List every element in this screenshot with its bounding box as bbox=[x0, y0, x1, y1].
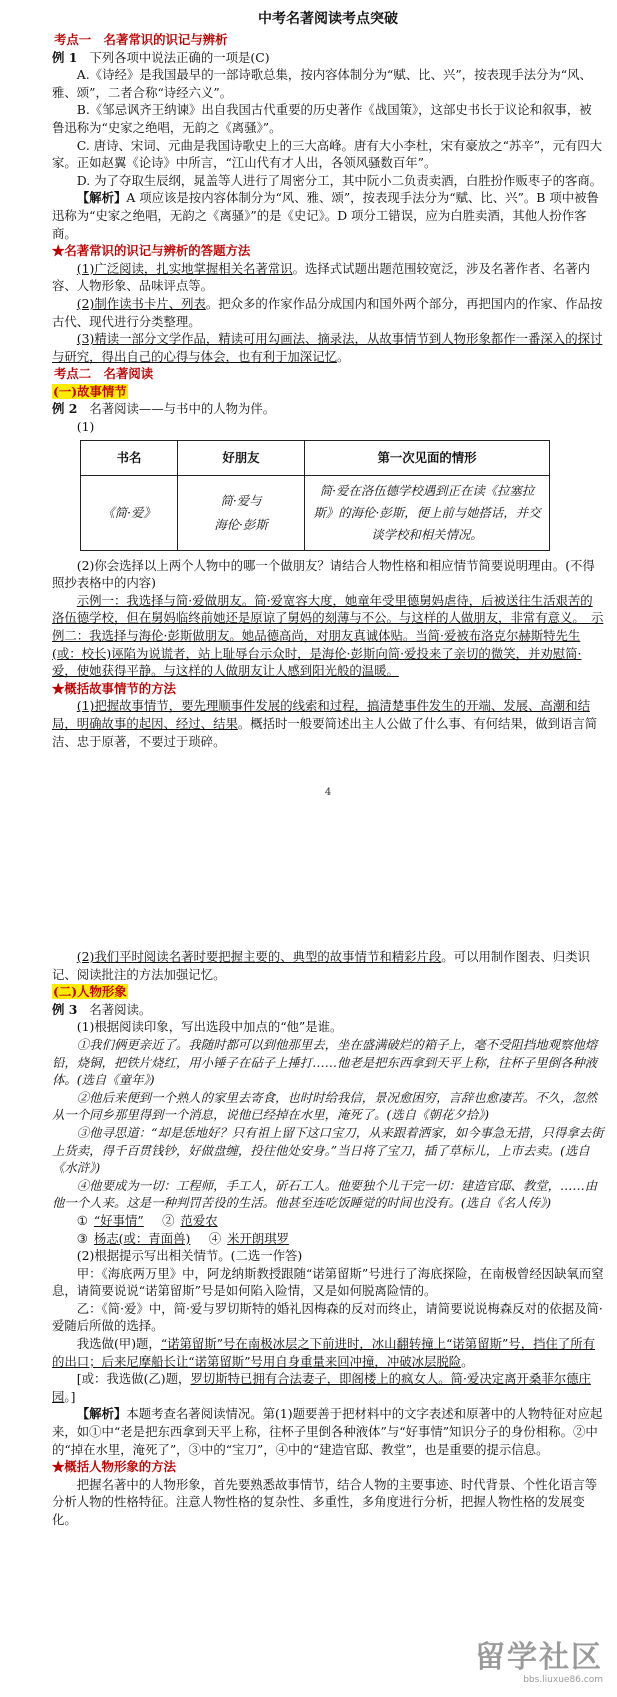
method-heading-1: ★名著常识的识记与辨析的答题方法 bbox=[52, 243, 251, 259]
subheading-character bbox=[52, 983, 604, 1001]
method-2-item-1 bbox=[52, 697, 604, 750]
excerpt-2: ②他后来便到一个熟人的家里去寄食，也时时给我信，景况愈困穷，言辞也愈凄苦。不久，忽然从一个同乡那里得到一个消息，说他已经掉在水里，淹死了。(选自《朝花夕拾》) bbox=[52, 1089, 598, 1123]
answer-yi bbox=[52, 1370, 604, 1405]
table-cell-book: 《简·爱》 bbox=[81, 475, 178, 550]
table-cell-meeting: 简·爱在洛伍德学校遇到正在读《拉塞拉斯》的海伦·彭斯，便上前与她搭话，并交谈学校和相关情况。 bbox=[305, 475, 550, 550]
table-header-row bbox=[81, 440, 550, 475]
option-a: A.《诗经》是我国最早的一部诗歌总集，按内容体制分为“赋、比、兴”，按表现手法分为“风、雅、颂”，二者合称“诗经六义”。 bbox=[52, 67, 592, 100]
answers-row-1: ① “好事情” ② 范爱农 bbox=[52, 1212, 604, 1230]
answer-jia-end: 。 bbox=[461, 1353, 474, 1369]
answer-yi-end: 。] bbox=[64, 1388, 76, 1404]
prompt-yi: 乙：《简·爱》中，简·爱与罗切斯特的婚礼因梅森的反对而终止，请简要说说梅森反对的依据及简·爱随后所做的选择。 bbox=[52, 1300, 603, 1334]
table-header: 好朋友 bbox=[178, 440, 305, 475]
example-2 bbox=[52, 400, 604, 418]
method-1-item-2-key: (2)制作读书卡片、列表 bbox=[76, 295, 206, 311]
method-2-item-1-rest: 。概括时一般要简述出主人公做了什么事、有何结果，做到语言简洁、忠于原著，不要过于琐碎。 bbox=[52, 716, 598, 749]
analysis-3-text: 本题考查名著阅读情况。第(1)题要善于把材料中的文字表述和原著中的人物特征对应起来，如①中“老是把东西拿到天平上称，往杯子里倒各种液体”与“好事情”知识分子的身份相称。②中的“掉在水里，淹死了”，③中的“宝刀”，④中的“建造官邸、教堂”，也是重要的提示信息。 bbox=[52, 1406, 603, 1457]
answer-jia-prefix: 我选做(甲)题， bbox=[76, 1336, 161, 1352]
answer-3: 杨志(或：青面兽) bbox=[93, 1230, 191, 1246]
method-2-item-1-key: (1)把握故事情节，要先理顺事件发展的线索和过程，搞清楚事件发生的开端、发展、高潮和结局，明确故事的起因、经过、结果 bbox=[52, 698, 590, 731]
page-title: 中考名著阅读考点突破 bbox=[258, 11, 398, 27]
example-1-label: 例 1 bbox=[52, 49, 78, 65]
watermark-url: bbs.liuxue86.com bbox=[523, 1675, 603, 1685]
example-2-label: 例 2 bbox=[52, 401, 78, 417]
site-watermark bbox=[453, 1641, 603, 1689]
table-row bbox=[81, 475, 550, 550]
section-heading-2: 考点二 名著阅读 bbox=[54, 366, 154, 382]
analysis-1 bbox=[52, 189, 604, 242]
example-3-label: 例 3 bbox=[52, 1001, 78, 1017]
answer-jia-text: “诺第留斯”号在南极冰层之下前进时，冰山翻转撞上“诺第留斯”号，挡住了所有的出口；后来尼摩船长让“诺第留斯”号用自身重量来回冲撞，冲破冰层脱险 bbox=[52, 1336, 596, 1369]
example-2-q2: (2)你会选择以上两个人物中的哪一个做朋友？请结合人物性格和相应情节简要说明理由。(不得照抄表格中的内容) bbox=[52, 557, 595, 591]
method-3-text: 把握名著中的人物形象，首先要熟悉故事情节，结合人物的主要事迹、时代背景、个性化语言等分析人物的性格特征。注意人物性格的复杂性、多重性，多角度进行分析，把握人物性格的发展变化。 bbox=[52, 1476, 598, 1527]
excerpt-1: ①我们俩更亲近了。我随时都可以到他那里去，坐在盛满破烂的箱子上，毫不受阻挡地观察他熔铅，烧铜，把铁片烧红，用小锤子在砧子上捶打……他老是把东西拿到天平上称，往杯子里倒各种液体。(选自《童年》) bbox=[52, 1036, 598, 1088]
option-d: D. 为了夺取生辰纲，晁盖等人进行了周密分工，其中阮小二负责卖酒，白胜扮作贩枣子的客商。 bbox=[76, 172, 603, 188]
method-1-item-3-key: (3)精读一部分文学作品，精读可用勾画法、摘录法，从故事情节到人物形象都作一番深入的探讨与研究，得出自己的心得与体会，也有利于加深记忆 bbox=[52, 331, 603, 364]
method-1-item-3 bbox=[52, 330, 604, 365]
option-b: B.《邹忌讽齐王纳谏》出自我国古代重要的历史著作《战国策》，这部史书长于议论和叙事，被鲁迅称为“史家之绝唱，无韵之《离骚》”。 bbox=[52, 102, 592, 135]
method-2-item-2-key: (2)我们平时阅读名著时要把握主要的、典型的故事情节和精彩片段 bbox=[76, 949, 442, 964]
example-2-answer: 示例一：我选择与简·爱做朋友。简·爱宽容大度，她童年受里德舅妈虐待，后被送往生活艰苦的洛伍德学校，但在舅妈临终前她还是原谅了舅妈的刻薄与不公。与这样的人做朋友，非常有意义。 示例二：我选择与海伦·彭斯做朋友。她品德高尚，对朋友真诚体贴。当简·爱被布洛克尔赫斯特先生(或：校长)诬陷为说谎者，站上耻辱台示众时，是海伦·彭斯向简·爱投来了亲切的微笑，并劝慰简·爱，使她获得平静。与这样的人做朋友让人感到阳光般的温暖。 bbox=[52, 592, 604, 679]
table-cell-friend-line1: 简·爱与 bbox=[220, 492, 262, 508]
method-1-item-1 bbox=[52, 260, 604, 295]
section-heading-1: 考点一 名著常识的识记与辨析 bbox=[54, 32, 228, 47]
method-1-item-3-end: 。 bbox=[336, 348, 350, 364]
example-3-q1: (1)根据阅读印象，写出选段中加点的“他”是谁。 bbox=[76, 1019, 343, 1035]
analysis-3-label: 【解析】 bbox=[76, 1406, 127, 1422]
table-cell-friend-line2: 海伦·彭斯 bbox=[214, 516, 268, 532]
prompt-jia: 甲：《海底两万里》中，阿龙纳斯教授跟随“诺第留斯”号进行了海底探险，在南极曾经因缺氧而窒息，请简要说说“诺第留斯”号是如何陷入险情，又是如何脱离险情的。 bbox=[52, 1265, 604, 1299]
subheading-story bbox=[52, 383, 604, 401]
excerpt-4: ④他要成为一切：工程师，手工人，斫石工人。他要独个儿干完一切：建造官邸、教堂，……由他一个人来。这是一种判罚苦役的生活。他甚至连吃饭睡觉的时间也没有。(选自《名人传》) bbox=[52, 1177, 598, 1211]
method-1-item-2-rest: 。把众多的作家作品分成国内和国外两个部分，再把国内的作家、作品按古代、现代进行分类整理。 bbox=[52, 295, 603, 329]
example-3-q2: (2)根据提示写出相关情节。(二选一作答) bbox=[76, 1248, 303, 1264]
example-1-question: 下列各项中说法正确的一项是(C) bbox=[89, 49, 270, 65]
method-1-item-1-rest: 。选择式试题出题范围较宽泛，涉及名著作者、名著内容、人物形象、品味评点等。 bbox=[52, 260, 590, 294]
page-number: 4 bbox=[324, 787, 332, 799]
example-2-question: 名著阅读——与书中的人物为伴。 bbox=[89, 401, 276, 417]
answer-2: 范爱农 bbox=[180, 1212, 218, 1228]
table-header: 第一次见面的情形 bbox=[305, 440, 550, 475]
method-heading-3: ★概括人物形象的方法 bbox=[52, 1459, 176, 1475]
answers-row-2: ③ 杨志(或：青面兽) ④ 米开朗琪罗 bbox=[52, 1230, 604, 1248]
answer-1: “好事情” bbox=[93, 1212, 144, 1228]
friend-table bbox=[80, 440, 550, 551]
analysis-1-label: 【解析】 bbox=[76, 190, 127, 206]
answer-4: 米开朗琪罗 bbox=[227, 1230, 290, 1246]
analysis-1-text: A 项应该是按内容体制分为“风、雅、颂”，按表现手法分为“赋、比、兴”。B 项中被鲁迅称为“史家之绝唱，无韵之《离骚》”的是《史记》。D 项分工错误，应为白胜卖酒，其他人扮作客商。 bbox=[52, 190, 599, 241]
document-top bbox=[52, 8, 604, 802]
example-2-q1: (1) bbox=[76, 419, 95, 435]
subheading-story-label: (一)故事情节 bbox=[53, 383, 127, 399]
method-heading-2: ★概括故事情节的方法 bbox=[52, 680, 176, 696]
method-2-item-2-rest: 。可以用制作图表、归类识记、阅读批注的方法加强记忆。 bbox=[52, 949, 590, 982]
method-1-item-1-key: (1)广泛阅读，扎实地掌握相关名著常识 bbox=[76, 260, 293, 276]
example-1 bbox=[52, 49, 604, 67]
document-bottom bbox=[52, 948, 604, 1529]
method-2-item-2 bbox=[52, 948, 604, 983]
answer-yi-prefix: [或：我选做(乙)题， bbox=[76, 1371, 191, 1387]
example-3-question: 名著阅读。 bbox=[89, 1001, 152, 1017]
excerpt-3: ③他寻思道：“却是恁地好？只有祖上留下这口宝刀，从来跟着洒家，如今事急无措，只得拿去街上货卖，得千百贯钱钞，好做盘缠，投往他处安身。”当日将了宝刀，插了草标儿，上市去卖。(选自《水浒》) bbox=[52, 1124, 604, 1176]
method-1-item-2 bbox=[52, 295, 604, 330]
table-header: 书名 bbox=[81, 440, 178, 475]
answer-yi-text: 罗切斯特已拥有合法妻子，即阁楼上的疯女人。简·爱决定离开桑菲尔德庄园 bbox=[52, 1371, 591, 1404]
analysis-3 bbox=[52, 1405, 604, 1458]
option-c: C. 唐诗、宋词、元曲是我国诗歌史上的三大高峰。唐有大小李杜，宋有豪放之“苏辛”，元有四大家。正如赵翼《论诗》中所言，“江山代有才人出，各领风骚数百年”。 bbox=[52, 137, 603, 171]
example-3 bbox=[52, 1001, 604, 1019]
subheading-character-label: (二)人物形象 bbox=[53, 984, 127, 1000]
table-cell-friend bbox=[178, 475, 305, 550]
answer-jia bbox=[52, 1335, 604, 1370]
watermark-text: 留学社区 bbox=[475, 1640, 603, 1675]
